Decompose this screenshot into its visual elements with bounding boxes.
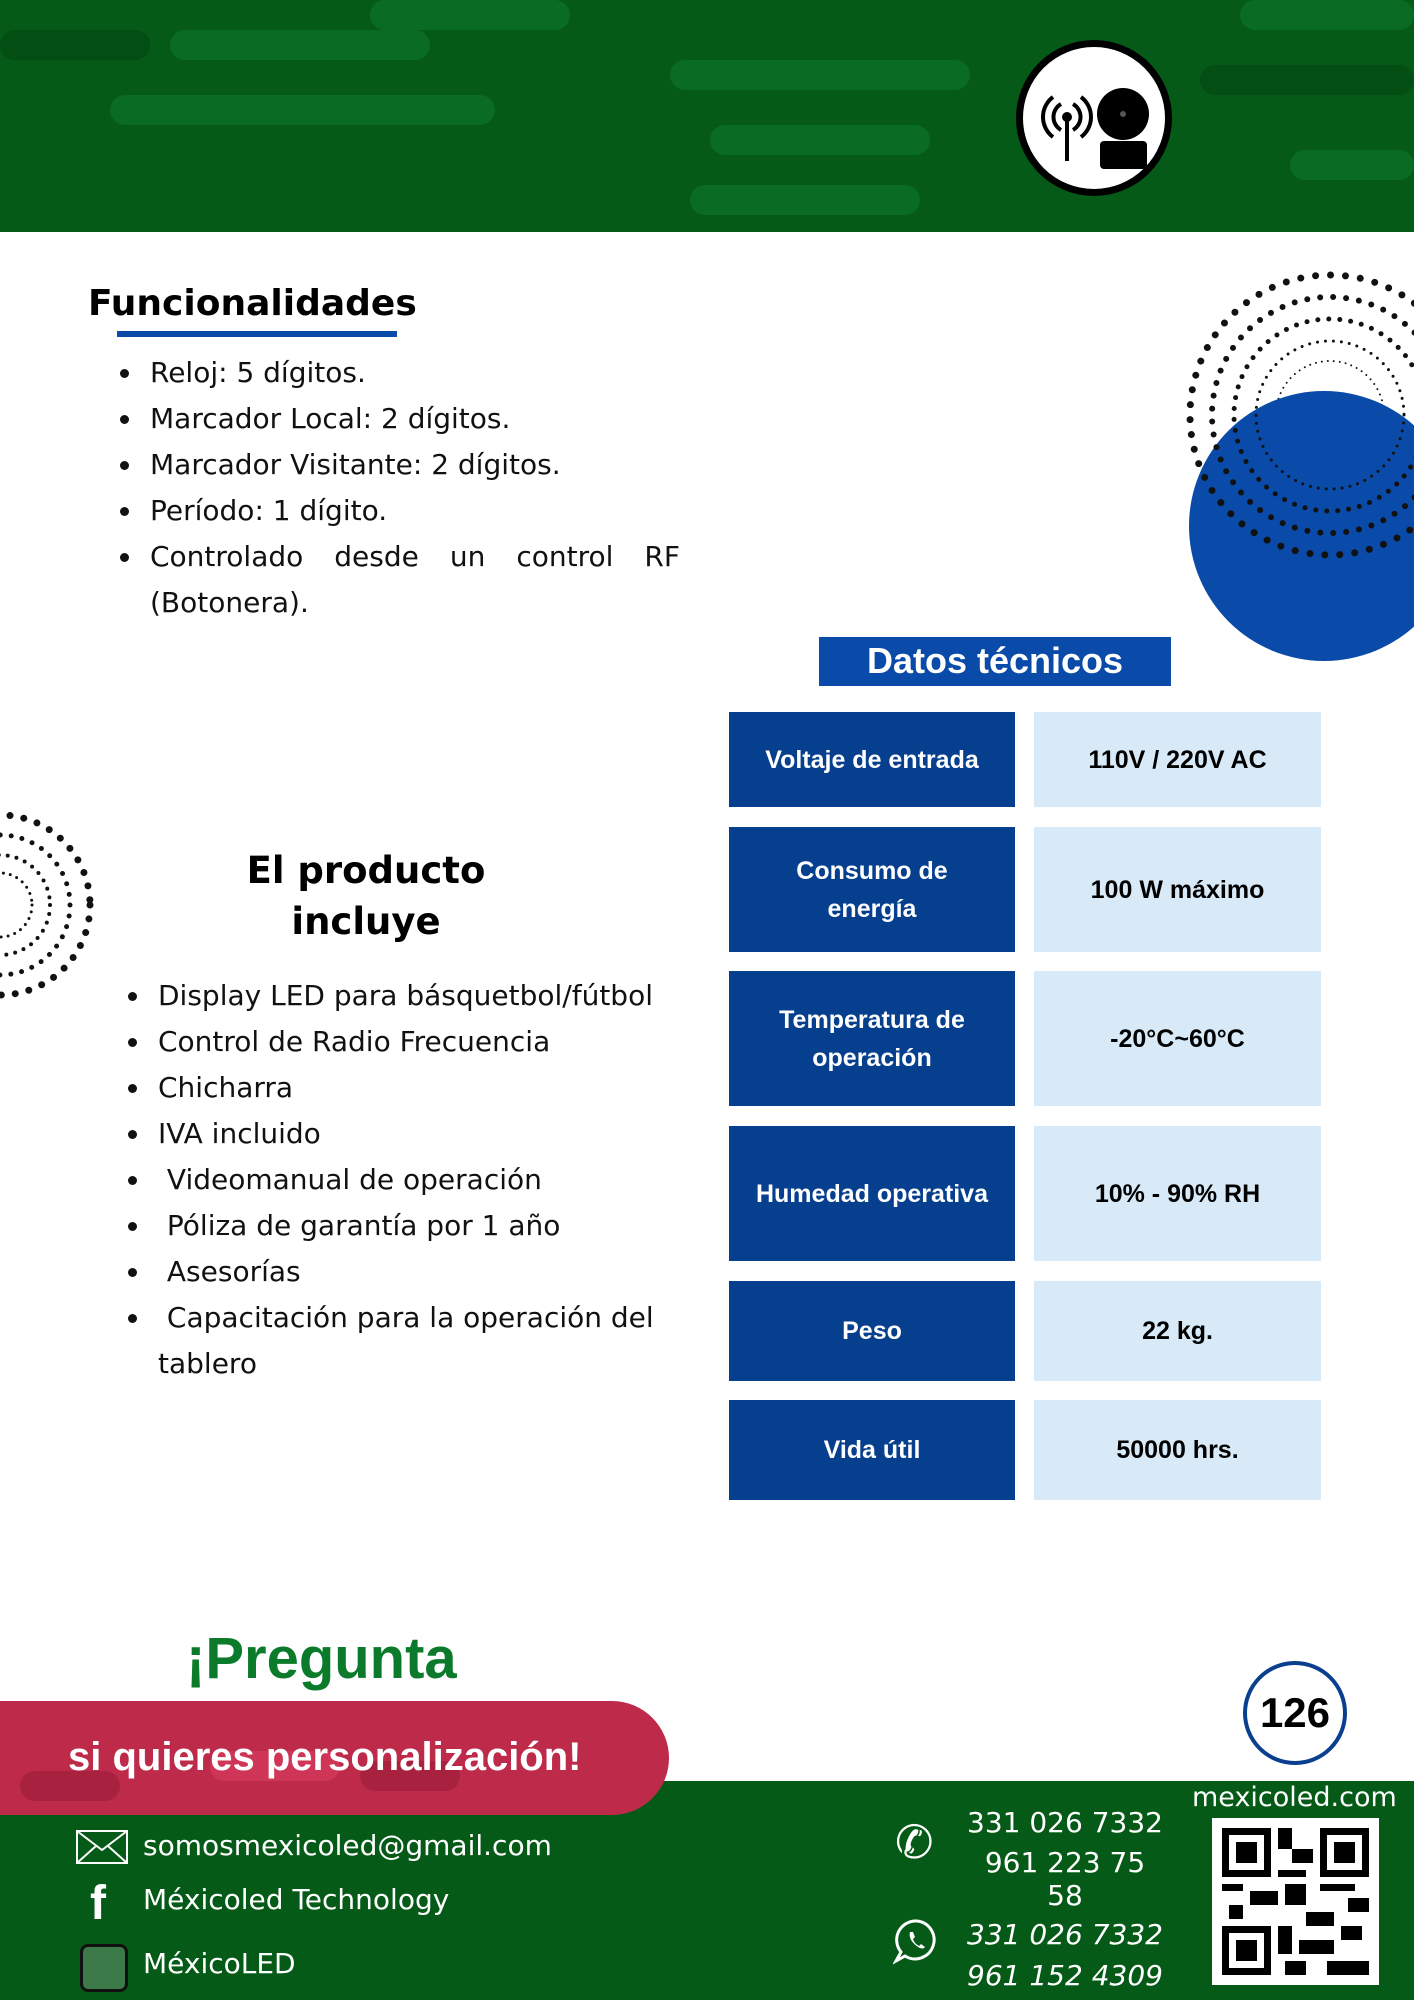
email-icon	[76, 1830, 128, 1864]
facebook-link[interactable]: Méxicoled Technology	[143, 1883, 450, 1916]
list-item: Controlado desde un control RF (Botonera).	[150, 534, 680, 626]
qr-code[interactable]	[1212, 1818, 1379, 1985]
list-item: Capacitación para la operación del tablero	[158, 1295, 687, 1387]
cta-banner	[0, 1701, 669, 1815]
website-link[interactable]: mexicoled.com	[1192, 1782, 1397, 1813]
spec-value: 50000 hrs.	[1034, 1400, 1321, 1500]
spec-value: 100 W máximo	[1034, 827, 1321, 952]
spec-label: Peso	[729, 1281, 1015, 1381]
includes-list	[158, 973, 687, 1387]
cta-heading: ¡Pregunta	[186, 1626, 457, 1691]
spec-label: Vida útil	[729, 1400, 1015, 1500]
facebook-icon: f	[90, 1877, 106, 1930]
mexicoled-logo-icon	[80, 1944, 128, 1992]
spec-value: 110V / 220V AC	[1034, 712, 1321, 807]
list-item: Control de Radio Frecuencia	[158, 1019, 687, 1065]
features-title: Funcionalidades	[88, 283, 417, 324]
spec-value: -20°C~60°C	[1034, 971, 1321, 1106]
phone-number[interactable]: 961 223 75 58	[984, 1846, 1146, 1912]
specs-title: Datos técnicos	[819, 637, 1171, 686]
header-banner	[0, 0, 1414, 232]
includes-title: El producto incluye	[246, 849, 486, 943]
spec-label: Consumo de energía	[729, 827, 1015, 952]
spec-value: 22 kg.	[1034, 1281, 1321, 1381]
phone-icon: ✆	[895, 1815, 934, 1869]
list-item: Reloj: 5 dígitos.	[150, 350, 680, 396]
antenna-bell-icon	[1016, 40, 1172, 196]
spec-label: Voltaje de entrada	[729, 712, 1015, 807]
features-list	[150, 350, 680, 626]
brand-link[interactable]: MéxicoLED	[143, 1947, 296, 1980]
list-item: Marcador Local: 2 dígitos.	[150, 396, 680, 442]
list-item: IVA incluido	[158, 1111, 687, 1157]
whatsapp-number[interactable]: 331 026 7332	[967, 1918, 1163, 1951]
email-link[interactable]: somosmexicoled@gmail.com	[143, 1829, 552, 1862]
list-item: Marcador Visitante: 2 dígitos.	[150, 442, 680, 488]
list-item: Videomanual de operación	[158, 1157, 687, 1203]
whatsapp-number[interactable]: 961 152 4309	[967, 1959, 1163, 1992]
page-number: 126	[1243, 1661, 1347, 1765]
cta-text: si quieres personalización!	[68, 1735, 582, 1779]
spec-label: Humedad operativa	[729, 1126, 1015, 1261]
dotted-circles-left-decoration	[0, 760, 100, 1050]
spec-value: 10% - 90% RH	[1034, 1126, 1321, 1261]
phone-number[interactable]: 331 026 7332	[967, 1806, 1163, 1839]
list-item: Período: 1 dígito.	[150, 488, 680, 534]
spec-label: Temperatura de operación	[729, 971, 1015, 1106]
whatsapp-icon	[893, 1917, 941, 1965]
list-item: Asesorías	[158, 1249, 687, 1295]
title-underline	[117, 331, 397, 337]
list-item: Chicharra	[158, 1065, 687, 1111]
list-item: Display LED para básquetbol/fútbol	[158, 973, 687, 1019]
list-item: Póliza de garantía por 1 año	[158, 1203, 687, 1249]
